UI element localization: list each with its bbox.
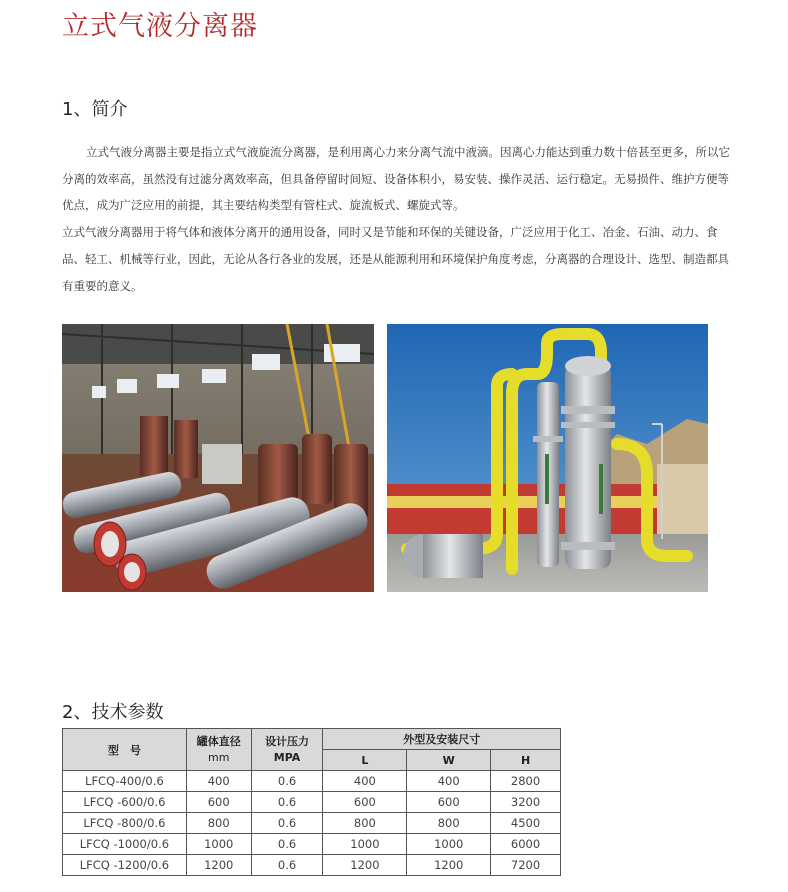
header-L: L — [323, 750, 407, 771]
header-model: 型 号 — [63, 729, 187, 771]
cell-W: 800 — [407, 813, 491, 834]
spec-table — [62, 728, 561, 876]
table-row — [63, 834, 561, 855]
cell-W: 1200 — [407, 855, 491, 876]
header-diameter — [186, 729, 251, 771]
header-diameter-label: 罐体直径 — [196, 734, 241, 748]
header-W: W — [407, 750, 491, 771]
cell-pressure: 0.6 — [251, 771, 323, 792]
table-row — [63, 855, 561, 876]
header-H: H — [491, 750, 561, 771]
cell-model: LFCQ -1200/0.6 — [63, 855, 187, 876]
header-dimensions: 外型及安装尺寸 — [323, 729, 561, 750]
header-pressure-label: 设计压力 — [265, 734, 310, 748]
cell-pressure: 0.6 — [251, 813, 323, 834]
section-heading-intro: 1、简介 — [62, 99, 128, 120]
cell-L: 600 — [323, 792, 407, 813]
cell-model: LFCQ-400/0.6 — [63, 771, 187, 792]
section-heading-specs: 2、技术参数 — [62, 702, 164, 723]
cell-model: LFCQ -1000/0.6 — [63, 834, 187, 855]
cell-H: 3200 — [491, 792, 561, 813]
cell-diameter: 1000 — [186, 834, 251, 855]
cell-H: 2800 — [491, 771, 561, 792]
cell-model: LFCQ -600/0.6 — [63, 792, 187, 813]
cell-W: 1000 — [407, 834, 491, 855]
cell-L: 1000 — [323, 834, 407, 855]
cell-pressure: 0.6 — [251, 855, 323, 876]
page-title: 立式气液分离器 — [62, 11, 258, 42]
cell-diameter: 1200 — [186, 855, 251, 876]
table-row — [63, 771, 561, 792]
cell-diameter: 800 — [186, 813, 251, 834]
cell-pressure: 0.6 — [251, 792, 323, 813]
cell-pressure: 0.6 — [251, 834, 323, 855]
table-row — [63, 813, 561, 834]
intro-paragraph-2: 立式气液分离器用于将气体和液体分离开的通用设备，同时又是节能和环保的关键设备，广泛应用于化工、冶金、石油、动力、食品、轻工、机械等行业，因此，无论从各行各业的发展，还是从能源利用和环境保护角度考虑，分离器的合理设计、选型、制造都具有重要的意义。 — [62, 225, 729, 293]
cell-L: 1200 — [323, 855, 407, 876]
cell-H: 4500 — [491, 813, 561, 834]
cell-model: LFCQ -800/0.6 — [63, 813, 187, 834]
cell-W: 400 — [407, 771, 491, 792]
intro-text — [62, 139, 734, 299]
outdoor-separator-photo — [387, 324, 708, 592]
cell-diameter: 600 — [186, 792, 251, 813]
cell-L: 400 — [323, 771, 407, 792]
header-pressure-unit: MPA — [273, 750, 301, 764]
cell-W: 600 — [407, 792, 491, 813]
cell-H: 6000 — [491, 834, 561, 855]
intro-paragraph-1: 立式气液分离器主要是指立式气液旋流分离器，是利用离心力来分离气流中液滴。因离心力能达到重力数十倍甚至更多，所以它分离的效率高，虽然没有过滤分离效率高，但具备停留时间短、设备体积小，易安装、操作灵活、运行稳定。无易损件、维护方便等优点，成为广泛应用的前提，其主要结构类型有管柱式、旋流板式、螺旋式等。 — [62, 145, 730, 213]
factory-interior-photo — [62, 324, 374, 592]
header-diameter-unit: mm — [207, 750, 230, 764]
cell-H: 7200 — [491, 855, 561, 876]
cell-L: 800 — [323, 813, 407, 834]
header-pressure — [251, 729, 323, 771]
cell-diameter: 400 — [186, 771, 251, 792]
table-row — [63, 792, 561, 813]
